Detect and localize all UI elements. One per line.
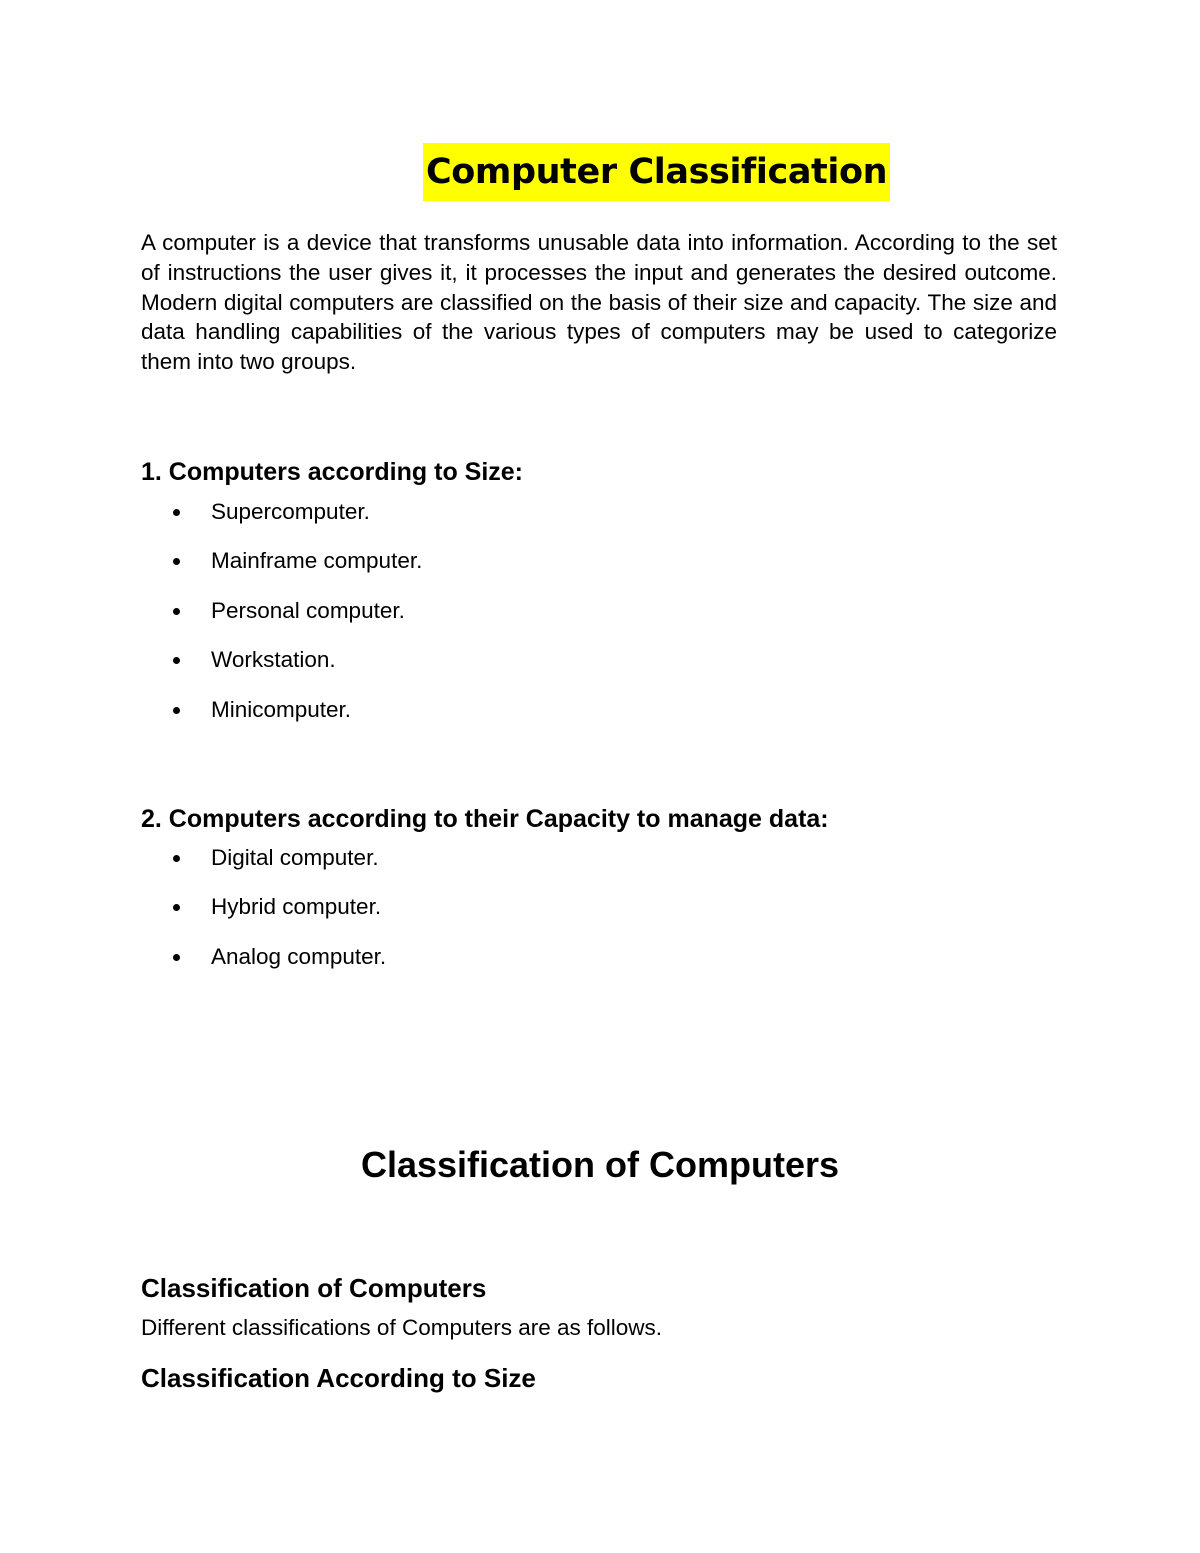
list-item-text: Supercomputer. <box>211 499 370 524</box>
section-heading-size: 1. Computers according to Size: <box>141 458 524 486</box>
document-title: Computer Classification <box>426 152 888 192</box>
intro-paragraph: A computer is a device that transforms unusable data into information. According to the set of instructions the user gives it, it processes the input and generates the desired outcome. Modern digital computers are classified on the basis of their size and capacity. The size and data handling capabilities of the various types of computers may be used to categorize them into two groups. <box>141 230 1057 375</box>
bullet-icon <box>173 558 180 565</box>
list-item-text: Hybrid computer. <box>211 894 382 920</box>
bullet-icon <box>173 657 180 664</box>
bullet-icon <box>173 855 180 862</box>
size-classification-subheading: Classification According to Size <box>141 1363 536 1393</box>
list-item-text: Minicomputer. <box>211 696 352 722</box>
bullet-icon <box>173 954 180 961</box>
bullet-icon <box>173 707 180 714</box>
bullet-icon <box>173 608 180 615</box>
classification-heading: Classification of Computers <box>360 1144 840 1185</box>
bullet-icon <box>173 904 180 911</box>
title-highlight <box>423 143 890 201</box>
bullet-icon <box>173 509 180 516</box>
section-heading-capacity: 2. Computers according to their Capacity to manage data: <box>141 805 829 833</box>
list-item-text: Mainframe computer. <box>211 548 423 574</box>
classification-paragraph: Different classifications of Computers are as follows. <box>141 1315 663 1340</box>
classification-subheading: Classification of Computers <box>141 1273 487 1303</box>
list-item-text: Personal computer. <box>211 597 405 623</box>
list-item-text: Analog computer. <box>211 943 387 969</box>
list-item-text: Workstation. <box>211 647 336 673</box>
list-item-text: Digital computer. <box>211 845 379 870</box>
